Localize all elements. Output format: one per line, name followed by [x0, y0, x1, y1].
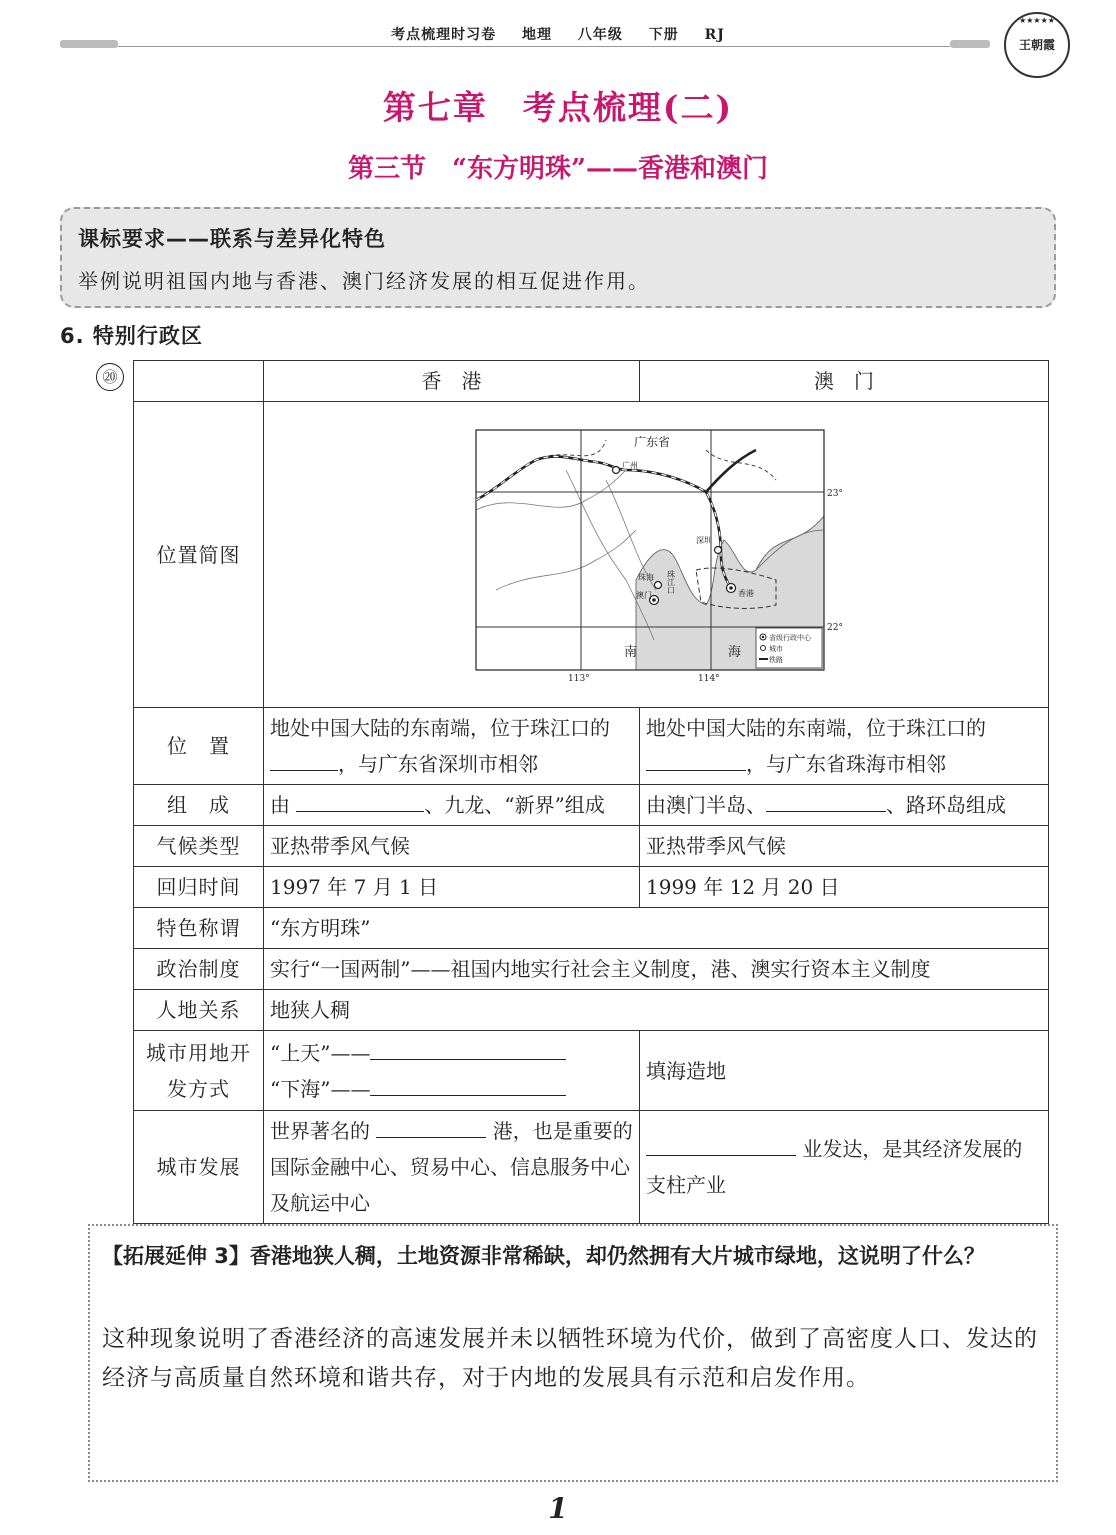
map-label-lon113: 113° — [568, 673, 590, 684]
map-river-1 — [476, 470, 626, 510]
row-label-map: 位置简图 — [134, 402, 264, 708]
header-volume: 下册 — [648, 27, 679, 43]
map-figure — [476, 430, 843, 684]
macau-location: 地处中国大陆的东南端，位于珠江口的，与广东省珠海市相邻 — [640, 708, 1049, 785]
extension-box — [88, 1224, 1058, 1482]
map-label-shenzhen: 深圳 — [696, 535, 712, 545]
hk-location: 地处中国大陆的东南端，位于珠江口的，与广东省深圳市相邻 — [264, 708, 640, 785]
map-legend-capital-icon-core — [762, 635, 764, 637]
map-label-guangzhou: 广州 — [622, 460, 638, 470]
map-label-province: 广东省 — [634, 434, 671, 449]
header-subject: 地理 — [521, 27, 552, 43]
item-number: ⑳ — [96, 363, 124, 391]
macau-land-development: 填海造地 — [640, 1031, 1049, 1111]
hk-urban-development: 世界著名的 港，也是重要的国际金融中心、贸易中心、信息服务中心及航运中心 — [264, 1111, 640, 1224]
map-label-lat22: 22° — [827, 622, 843, 633]
answer-blank[interactable] — [270, 750, 338, 771]
requirement-title: 课标要求——联系与差异化特色 — [78, 227, 386, 251]
map-legend-capital: 省级行政中心 — [769, 633, 811, 642]
row-label-climate: 气候类型 — [134, 826, 264, 867]
map-city-guangzhou — [613, 466, 620, 473]
header-hongkong: 香 港 — [264, 361, 640, 402]
answer-blank[interactable] — [370, 1075, 566, 1096]
map-label-pearl-river: 珠江口 — [666, 569, 676, 594]
table-corner — [134, 361, 264, 402]
map-legend-city: 城市 — [769, 644, 783, 653]
answer-blank[interactable] — [376, 1117, 486, 1138]
map-railway-1 — [476, 456, 731, 587]
sar-comparison-table — [133, 360, 1049, 1224]
row-label-nickname: 特色称谓 — [134, 908, 264, 949]
row-label-urban-development: 城市发展 — [134, 1111, 264, 1224]
nickname-value: “东方明珠” — [264, 908, 1049, 949]
header-book: 考点梳理时习卷 — [391, 27, 497, 43]
row-label-political-system: 政治制度 — [134, 949, 264, 990]
map-label-sea-south: 南 — [624, 644, 638, 660]
map-label-macau: 澳门 — [636, 590, 652, 600]
row-label-location: 位 置 — [134, 708, 264, 785]
map-river-2 — [496, 530, 636, 590]
macau-composition: 由澳门半岛、 、路环岛组成 — [640, 785, 1049, 826]
hk-land-development: “上天”—— “下海”—— — [264, 1031, 640, 1111]
row-label-return-date: 回归时间 — [134, 867, 264, 908]
curriculum-requirement-box — [60, 207, 1056, 308]
map-label-hongkong: 香港 — [738, 588, 754, 598]
header-macau: 澳 门 — [640, 361, 1049, 402]
map-railway-1-ties — [476, 456, 731, 587]
header-rule — [118, 46, 950, 47]
page-number: 1 — [548, 1492, 568, 1525]
map-city-zhuhai — [655, 581, 662, 588]
map-city-macau-core — [652, 598, 656, 602]
map-city-hongkong-core — [729, 586, 733, 590]
hk-climate: 亚热带季风气候 — [264, 826, 640, 867]
row-label-composition: 组 成 — [134, 785, 264, 826]
chapter-title: 第七章 考点梳理(二) — [382, 88, 734, 127]
requirement-text: 举例说明祖国内地与香港、澳门经济发展的相互促进作用。 — [78, 269, 650, 293]
macau-urban-development: 业发达，是其经济发展的支柱产业 — [640, 1111, 1049, 1224]
map-legend-rail: 铁路 — [769, 655, 783, 664]
running-header — [0, 24, 1116, 44]
answer-blank[interactable] — [646, 750, 746, 771]
answer-blank[interactable] — [766, 791, 886, 812]
header-edition: RJ — [704, 27, 725, 43]
section-heading: 6. 特别行政区 — [60, 324, 203, 348]
answer-blank[interactable] — [646, 1135, 796, 1156]
macau-return-date: 1999 年 12 月 20 日 — [640, 867, 1049, 908]
answer-blank[interactable] — [370, 1039, 566, 1060]
hk-return-date: 1997 年 7 月 1 日 — [264, 867, 640, 908]
map-city-shenzhen — [715, 546, 722, 553]
header-grade: 八年级 — [577, 27, 623, 43]
hk-composition: 由 、九龙、“新界”组成 — [264, 785, 640, 826]
row-label-human-land: 人地关系 — [134, 990, 264, 1031]
row-label-land-development: 城市用地开发方式 — [134, 1031, 264, 1111]
extension-answer: 这种现象说明了香港经济的高速发展并未以牺牲环境为代价，做到了高密度人口、发达的经济与高质量自然环境和谐共存，对于内地的发展具有示范和启发作用。 — [102, 1326, 1038, 1391]
extension-question: 【拓展延伸 3】香港地狭人稠，土地资源非常稀缺，却仍然拥有大片城市绿地，这说明了什么？ — [102, 1244, 985, 1268]
map-legend-city-icon — [761, 645, 766, 650]
map-label-zhuhai: 珠海 — [638, 572, 654, 582]
logo-stars-icon: ★★★★★ — [1019, 16, 1055, 25]
location-map — [476, 430, 843, 684]
map-label-lat23: 23° — [827, 488, 843, 499]
political-system-value: 实行“一国两制”——祖国内地实行社会主义制度，港、澳实行资本主义制度 — [264, 949, 1049, 990]
macau-climate: 亚热带季风气候 — [640, 826, 1049, 867]
location-map-cell — [264, 402, 1049, 708]
human-land-value: 地狭人稠 — [264, 990, 1049, 1031]
map-label-sea-hai: 海 — [728, 644, 742, 660]
section-subtitle: 第三节 “东方明珠”——香港和澳门 — [348, 154, 768, 184]
answer-blank[interactable] — [296, 791, 424, 812]
logo-text: 王朝霞 — [1018, 38, 1055, 52]
publisher-logo — [1004, 12, 1070, 78]
map-label-lon114: 114° — [698, 673, 720, 684]
